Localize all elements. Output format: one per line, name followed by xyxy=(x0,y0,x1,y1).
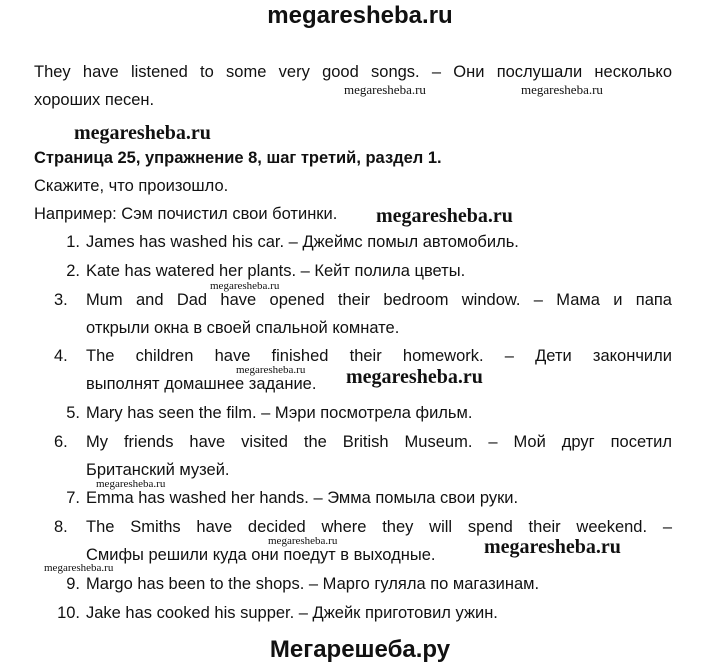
item-continuation: открыли окна в своей спальной комнате. xyxy=(86,319,400,337)
example-text: Например: Сэм почистил свои ботинки. xyxy=(34,205,338,223)
item-number: 6. xyxy=(54,433,68,451)
watermark: megaresheba.ru xyxy=(74,122,211,144)
watermark: megaresheba.ru xyxy=(484,536,621,558)
watermark: megaresheba.ru xyxy=(44,562,114,574)
list-item xyxy=(54,347,672,366)
item-text: Mum and Dad have opened their bedroom window. – Мама и папа xyxy=(86,291,672,309)
list-item xyxy=(54,404,472,423)
watermark: megaresheba.ru xyxy=(210,280,280,292)
item-text: Margo has been to the shops. – Марго гуляла по магазинам. xyxy=(86,575,540,593)
site-title: megaresheba.ru xyxy=(267,2,453,29)
item-text: Mary has seen the film. – Мэри посмотрела фильм. xyxy=(86,404,473,422)
item-text: The Smiths have decided where they will spend their weekend. – xyxy=(86,518,672,536)
item-number: 5. xyxy=(66,404,80,422)
item-text: Kate has watered her plants. – Кейт полила цветы. xyxy=(86,262,466,280)
intro-line-2: хороших песен. xyxy=(34,91,155,109)
item-number: 3. xyxy=(54,291,68,309)
section-heading: Страница 25, упражнение 8, шаг третий, раздел 1. xyxy=(34,149,442,167)
list-item xyxy=(54,433,672,452)
item-number: 7. xyxy=(66,489,80,507)
watermark: megaresheba.ru xyxy=(268,535,338,547)
item-continuation: выполнят домашнее задание. xyxy=(86,375,317,393)
footer-title: Мегарешеба.ру xyxy=(269,636,451,663)
watermark: megaresheba.ru xyxy=(521,82,603,97)
watermark: megaresheba.ru xyxy=(344,82,426,97)
watermark: megaresheba.ru xyxy=(96,478,166,490)
watermark: megaresheba.ru xyxy=(346,366,483,388)
list-item xyxy=(54,233,519,252)
intro-line-1: They have listened to some very good songs. – Они послушали несколько xyxy=(34,63,672,81)
item-text: My friends have visited the British Museum. – Мой друг посетил xyxy=(86,433,672,451)
item-text: The children have finished their homework. – Дети закончили xyxy=(86,347,672,365)
list-item xyxy=(54,262,465,281)
item-number: 10. xyxy=(57,604,80,622)
watermark: megaresheba.ru xyxy=(236,364,306,376)
item-text: Jake has cooked his supper. – Джейк приготовил ужин. xyxy=(86,604,498,622)
instruction-text: Скажите, что произошло. xyxy=(34,177,229,195)
watermark: megaresheba.ru xyxy=(376,205,513,227)
list-item xyxy=(54,575,539,594)
item-number: 2. xyxy=(66,262,80,280)
list-item xyxy=(54,291,672,310)
item-number: 8. xyxy=(54,518,68,536)
list-item xyxy=(54,518,672,537)
item-text: James has washed his car. – Джеймс помыл автомобиль. xyxy=(86,233,519,251)
list-item xyxy=(54,604,498,623)
item-continuation: Смифы решили куда они поедут в выходные. xyxy=(86,546,436,564)
item-continuation: Британский музей. xyxy=(86,461,230,479)
item-text: Emma has washed her hands. – Эмма помыла свои руки. xyxy=(86,489,519,507)
item-number: 4. xyxy=(54,347,68,365)
item-number: 1. xyxy=(66,233,80,251)
list-item xyxy=(54,489,518,508)
item-number: 9. xyxy=(66,575,80,593)
